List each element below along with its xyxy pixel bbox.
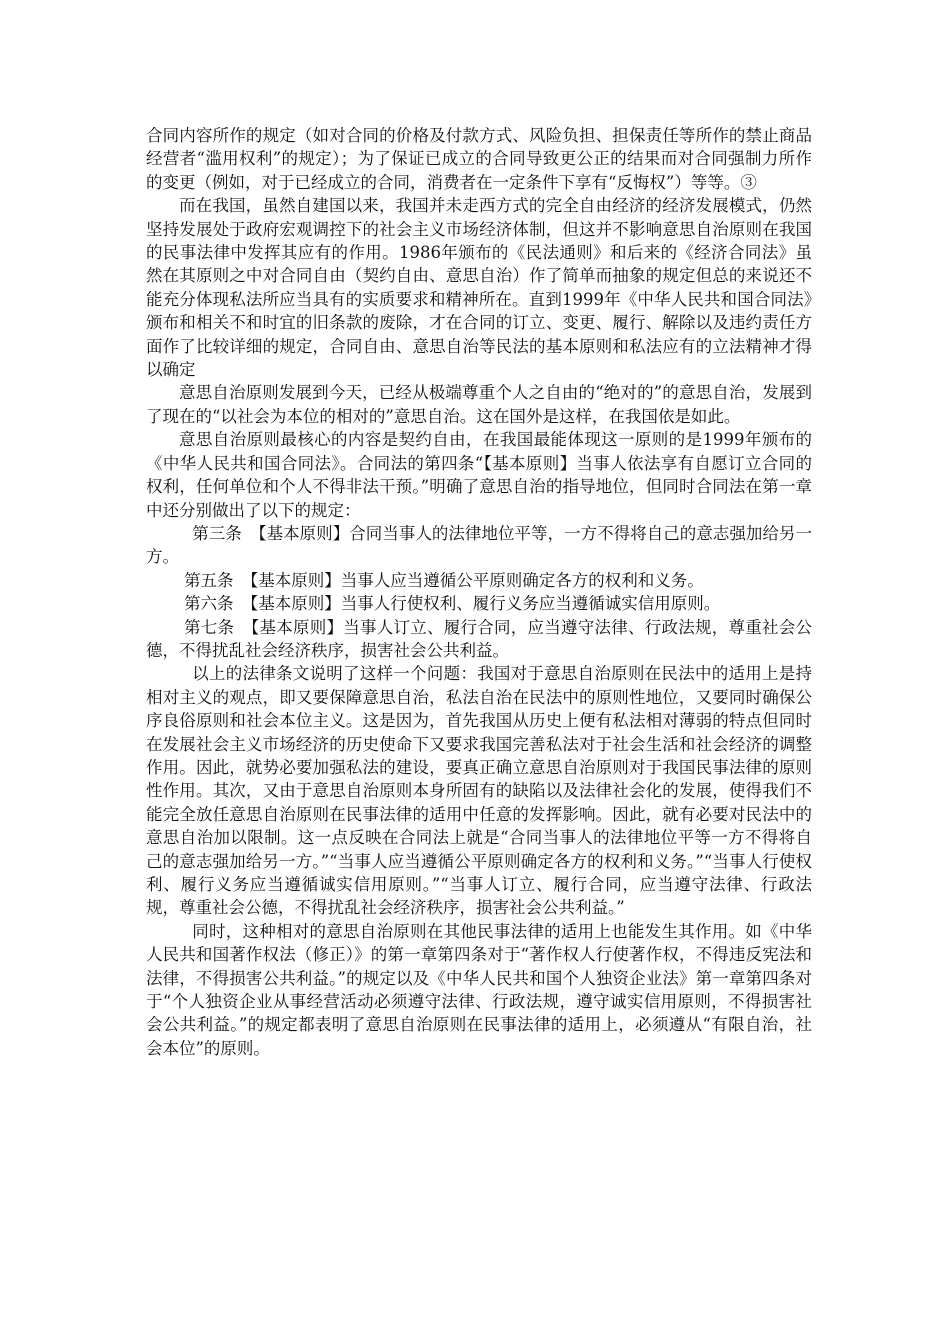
paragraph-china-development: 而在我国，虽然自建国以来，我国并未走西方式的完全自由经济的经济发展模式，仍然坚持发展处于政府宏观调控下的社会主义市场经济体制，但这并不影响意思自治原则在我国的民事法律中发挥其应有的作用。1986年颁布的《民法通则》和后来的《经济合同法》虽然在其原则之中对合同自由（契约自由、意思自治）作了简单而抽象的规定但总的来说还不能充分体现私法所应当具有的实质要求和精神所在。直到1999年《中华人民共和国合同法》颁布和相关不和时宜的旧条款的废除，才在合同的订立、变更、履行、解除以及违约责任方面作了比较详细的规定，合同自由、意思自治等民法的基本原则和私法应有的立法精神才得以确定 — [146, 196, 812, 380]
paragraph-other-laws: 同时，这种相对的意思自治原则在其他民事法律的适用上也能发生其作用。如《中华人民共和国著作权法（修正）》的第一章第四条对于“著作权人行使著作权，不得违反宪法和法律，不得损害公共利益。”的规定以及《中华人民共和国个人独资企业法》第一章第四条对于“个人独资企业从事经营活动必须遵守法律、行政法规，遵守诚实信用原则，不得损害社会公共利益。”的规定都表明了意思自治原则在民事法律的适用上，必须遵从“有限自治，社会本位”的原则。 — [146, 921, 812, 1058]
article-six: 第六条 【基本原则】当事人行使权利、履行义务应当遵循诚实信用原则。 — [183, 594, 721, 614]
paragraph-legal-analysis: 以上的法律条文说明了这样一个问题：我国对于意思自治原则在民法中的适用上是持相对主义的观点，即又要保障意思自治，私法自治在民法中的原则性地位，又要同时确保公序良俗原则和社会本位主义。这是因为，首先我国从历史上便有私法相对薄弱的特点但同时在发展社会主义市场经济的历史使命下又要求我国完善私法对于社会生活和社会经济的调整作用。因此，就势必要加强私法的建设，要真正确立意思自治原则对于我国民事法律的原则性作用。其次，又由于意思自治原则本身所固有的缺陷以及法律社会化的发展，使得我们不能完全放任意思自治原则在民事法律的适用中任意的发挥影响。因此，就有必要对民法中的意思自治加以限制。这一点反映在合同法上就是“合同当事人的法律地位平等一方不得将自己的意志强加给另一方。”“当事人应当遵循公平原则确定各方的权利和义务。”“当事人行使权利、履行义务应当遵循诚实信用原则。”“当事人订立、履行合同，应当遵守法律、行政法规，尊重社会公德，不得扰乱社会经济秩序，损害社会公共利益。” — [146, 664, 812, 918]
article-five: 第五条 【基本原则】当事人应当遵循公平原则确定各方的权利和义务。 — [183, 570, 704, 590]
article-seven: 第七条 【基本原则】当事人订立、履行合同，应当遵守法律、行政法规，尊重社会公德，不得扰乱社会经济秩序，损害社会公共利益。 — [146, 617, 812, 660]
paragraph-continuation: 合同内容所作的规定（如对合同的价格及付款方式、风险负担、担保责任等所作的禁止商品经营者“滥用权利”的规定）；为了保证已成立的合同导致更公正的结果而对合同强制力所作的变更（例如，对于已经成立的合同，消费者在一定条件下享有“反悔权”）等等。③ — [146, 126, 812, 192]
document-body — [146, 124, 812, 1060]
paragraph-contract-freedom: 意思自治原则最核心的内容是契约自由，在我国最能体现这一原则的是1999年颁布的《中华人民共和国合同法》。合同法的第四条“【基本原则】当事人依法享有自愿订立合同的权利，任何单位和个人不得非法干预。”明确了意思自治的指导地位，但同时合同法在第一章中还分别做出了以下的规定： — [146, 430, 812, 520]
paragraph-autonomy-evolution: 意思自治原则发展到今天，已经从极端尊重个人之自由的“绝对的”的意思自治，发展到了现在的“以社会为本位的相对的”意思自治。这在国外是这样，在我国依是如此。 — [146, 383, 812, 426]
article-three: 第三条 【基本原则】合同当事人的法律地位平等，一方不得将自己的意志强加给另一方。 — [146, 523, 812, 567]
